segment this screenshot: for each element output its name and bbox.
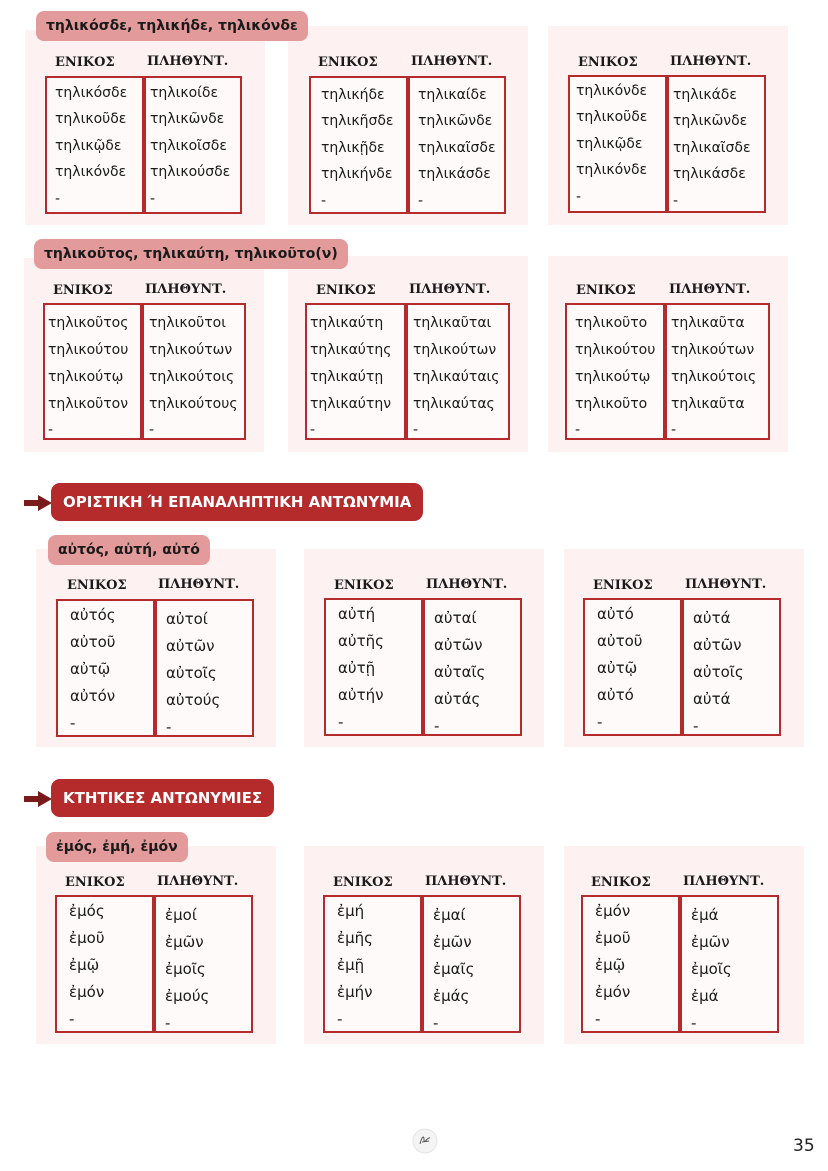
form: τηλικούσδε	[150, 164, 231, 180]
singular-column	[309, 76, 408, 214]
form: -	[55, 191, 61, 207]
header-plural: ΠΛΗΘΥΝΤ.	[426, 577, 508, 592]
header-plural: ΠΛΗΘΥΝΤ.	[158, 577, 240, 592]
form: τηλικόνδε	[55, 164, 127, 180]
form: τηλικῆσδε	[321, 113, 394, 129]
form: αὐτάς	[434, 690, 481, 708]
form: αὐτῶν	[166, 637, 215, 655]
form: -	[337, 1010, 343, 1028]
form: -	[434, 717, 440, 735]
form: τηλικούτοις	[671, 369, 757, 385]
form: ἐμοῦ	[69, 929, 105, 947]
singular-column	[55, 895, 154, 1033]
form: τηλικαύτας	[413, 396, 495, 412]
plural-column	[144, 76, 242, 214]
form: -	[69, 1010, 75, 1028]
header-plural: ΠΛΗΘΥΝΤ.	[409, 282, 491, 297]
form: ἐμοί	[165, 906, 197, 924]
form: τηλικόνδε	[576, 83, 648, 99]
form: τηλικούτου	[575, 342, 656, 358]
singular-column	[568, 75, 667, 213]
form: ἐμή	[337, 902, 365, 920]
form: τηλικούτων	[671, 342, 755, 358]
form: -	[433, 1014, 439, 1032]
form: τηλικῶνδε	[150, 111, 225, 127]
group-tag: τηλικοῦτος, τηλικαύτη, τηλικοῦτο(ν)	[34, 239, 348, 269]
plural-column	[142, 303, 246, 440]
form: αὐτῷ	[597, 659, 638, 677]
form: -	[691, 1014, 697, 1032]
header-singular: ΕΝΙΚΟΣ	[67, 578, 127, 593]
form: τηλικούτων	[149, 342, 233, 358]
group-tag: τηλικόσδε, τηλικήδε, τηλικόνδε	[36, 11, 308, 41]
form: αὐταῖς	[434, 663, 486, 681]
header-plural: ΠΛΗΘΥΝΤ.	[670, 54, 752, 69]
form: τηλικούτῳ	[48, 369, 124, 385]
form: τηλικάδε	[673, 87, 737, 103]
form: αὐτό	[597, 605, 634, 623]
form: τηλικῷδε	[576, 136, 643, 152]
form: ἐμῶν	[691, 933, 730, 951]
form: τηλικοῦτον	[48, 396, 129, 412]
form: -	[671, 422, 677, 438]
plural-column	[680, 895, 779, 1033]
group-tag: ἐμός, ἐμή, ἐμόν	[46, 832, 188, 862]
singular-column	[565, 303, 665, 440]
section-title: ΚΤΗΤΙΚΕΣ ΑΝΤΩΝΥΜΙΕΣ	[51, 779, 274, 817]
header-singular: ΕΝΙΚΟΣ	[576, 283, 636, 298]
form: -	[338, 713, 344, 731]
header-plural: ΠΛΗΘΥΝΤ.	[669, 282, 751, 297]
form: -	[576, 189, 582, 205]
plural-column	[682, 598, 781, 736]
form: -	[597, 713, 603, 731]
header-singular: ΕΝΙΚΟΣ	[53, 283, 113, 298]
form: αὐτοῖς	[693, 663, 744, 681]
plural-column	[406, 303, 510, 440]
page-number: 35	[793, 1136, 815, 1156]
form: ἐμόν	[595, 983, 631, 1001]
form: τηλικοῦτο	[575, 315, 648, 331]
header-singular: ΕΝΙΚΟΣ	[333, 875, 393, 890]
arrow-icon	[24, 495, 52, 511]
form: τηλικῶνδε	[673, 113, 748, 129]
form: τηλικοῦτος	[48, 315, 129, 331]
form: -	[595, 1010, 601, 1028]
form: αὐτά	[693, 609, 731, 627]
singular-column	[56, 599, 155, 737]
form: ἐμοῖς	[691, 960, 732, 978]
singular-column	[583, 598, 682, 736]
form: -	[166, 718, 172, 736]
plural-column	[155, 599, 254, 737]
signature-logo-icon	[412, 1128, 438, 1154]
singular-column	[43, 303, 142, 440]
singular-column	[45, 76, 144, 214]
header-plural: ΠΛΗΘΥΝΤ.	[145, 282, 227, 297]
form: τηλικοῦδε	[55, 111, 127, 127]
form: ἐμαῖς	[433, 960, 475, 978]
header-plural: ΠΛΗΘΥΝΤ.	[411, 54, 493, 69]
form: αὐτά	[693, 690, 731, 708]
form: τηλικαῦτα	[671, 315, 745, 331]
plural-column	[408, 76, 506, 214]
header-plural: ΠΛΗΘΥΝΤ.	[157, 874, 239, 889]
form: τηλικαύτης	[310, 342, 392, 358]
form: -	[673, 193, 679, 209]
section-title: ΟΡΙΣΤΙΚΗ Ή ΕΠΑΝΑΛΗΠΤΙΚΗ ΑΝΤΩΝΥΜΙΑ	[51, 483, 423, 521]
form: ἐμῶν	[433, 933, 472, 951]
form: -	[165, 1014, 171, 1032]
form: τηλικόνδε	[576, 162, 648, 178]
form: ἐμόν	[69, 983, 105, 1001]
form: ἐμούς	[165, 987, 210, 1005]
plural-column	[665, 303, 770, 440]
form: ἐμήν	[337, 983, 373, 1001]
header-singular: ΕΝΙΚΟΣ	[316, 283, 376, 298]
form: αὐτῷ	[70, 660, 111, 678]
group-tag: αὐτός, αὐτή, αὐτό	[48, 535, 210, 565]
form: -	[693, 717, 699, 735]
plural-column	[667, 75, 766, 213]
form: ἐμός	[69, 902, 105, 920]
form: -	[310, 422, 316, 438]
form: ἐμαί	[433, 906, 466, 924]
form: αὐτῆς	[338, 632, 384, 650]
form: τηλικόσδε	[55, 85, 128, 101]
form: ἐμοῖς	[165, 960, 206, 978]
header-plural: ΠΛΗΘΥΝΤ.	[685, 577, 767, 592]
form: -	[575, 422, 581, 438]
form: -	[150, 191, 156, 207]
form: τηλικαύτῃ	[310, 369, 384, 385]
form: -	[418, 193, 424, 209]
header-singular: ΕΝΙΚΟΣ	[65, 875, 125, 890]
header-plural: ΠΛΗΘΥΝΤ.	[683, 874, 765, 889]
form: τηλικούτους	[149, 396, 238, 412]
form: αὐτήν	[338, 686, 384, 704]
form: τηλικοῦτοι	[149, 315, 226, 331]
form: τηλικήδε	[321, 87, 385, 103]
header-plural: ΠΛΗΘΥΝΤ.	[425, 874, 507, 889]
form: τηλικαῦται	[413, 315, 492, 331]
form: τηλικαίδε	[418, 87, 487, 103]
form: τηλικαύταις	[413, 369, 500, 385]
form: αὐτούς	[166, 691, 221, 709]
form: αὐτῇ	[338, 659, 376, 677]
form: τηλικούτου	[48, 342, 129, 358]
form: -	[321, 193, 327, 209]
form: ἐμά	[691, 987, 719, 1005]
header-singular: ΕΝΙΚΟΣ	[55, 55, 115, 70]
form: τηλικοίδε	[150, 85, 219, 101]
form: ἐμοῦ	[595, 929, 631, 947]
plural-column	[422, 895, 521, 1033]
form: ἐμάς	[433, 987, 470, 1005]
form: αὐτοῦ	[597, 632, 643, 650]
header-plural: ΠΛΗΘΥΝΤ.	[147, 54, 229, 69]
form: αὐτοί	[166, 610, 208, 628]
form: -	[48, 422, 54, 438]
form: ἐμῆς	[337, 929, 373, 947]
form: τηλικοῦδε	[576, 109, 648, 125]
form: -	[70, 714, 76, 732]
form: τηλικαῖσδε	[418, 140, 496, 156]
form: ἐμόν	[595, 902, 631, 920]
form: τηλικαύτη	[310, 315, 384, 331]
form: ἐμῶν	[165, 933, 204, 951]
header-singular: ΕΝΙΚΟΣ	[578, 55, 638, 70]
singular-column	[581, 895, 680, 1033]
form: τηλικούτῳ	[575, 369, 651, 385]
form: τηλικῇδε	[321, 140, 385, 156]
form: -	[413, 422, 419, 438]
form: αὐτό	[597, 686, 634, 704]
form: τηλικαῖσδε	[673, 140, 751, 156]
form: ἐμῷ	[595, 956, 626, 974]
form: τηλικήνδε	[321, 166, 393, 182]
header-singular: ΕΝΙΚΟΣ	[591, 875, 651, 890]
form: τηλικούτων	[413, 342, 497, 358]
form: τηλικάσδε	[673, 166, 746, 182]
form: ἐμῷ	[69, 956, 100, 974]
header-singular: ΕΝΙΚΟΣ	[593, 578, 653, 593]
form: τηλικάσδε	[418, 166, 491, 182]
form: ἐμῇ	[337, 956, 365, 974]
form: αὐτῶν	[434, 636, 483, 654]
form: αὐτός	[70, 606, 116, 624]
form: αὐτή	[338, 605, 376, 623]
arrow-icon	[24, 791, 52, 807]
form: τηλικοῖσδε	[150, 138, 227, 154]
form: ἐμά	[691, 906, 719, 924]
form: τηλικούτοις	[149, 369, 235, 385]
form: αὐτοῖς	[166, 664, 217, 682]
form: τηλικαύτην	[310, 396, 392, 412]
plural-column	[154, 895, 253, 1033]
form: αὐτῶν	[693, 636, 742, 654]
form: τηλικῷδε	[55, 138, 122, 154]
singular-column	[305, 303, 406, 440]
header-singular: ΕΝΙΚΟΣ	[318, 55, 378, 70]
form: αὐτοῦ	[70, 633, 116, 651]
header-singular: ΕΝΙΚΟΣ	[334, 578, 394, 593]
plural-column	[423, 598, 522, 736]
singular-column	[323, 895, 422, 1033]
form: τηλικαῦτα	[671, 396, 745, 412]
form: τηλικοῦτο	[575, 396, 648, 412]
form: αὐτόν	[70, 687, 116, 705]
singular-column	[324, 598, 423, 736]
form: αὐταί	[434, 609, 477, 627]
form: -	[149, 422, 155, 438]
form: τηλικῶνδε	[418, 113, 493, 129]
